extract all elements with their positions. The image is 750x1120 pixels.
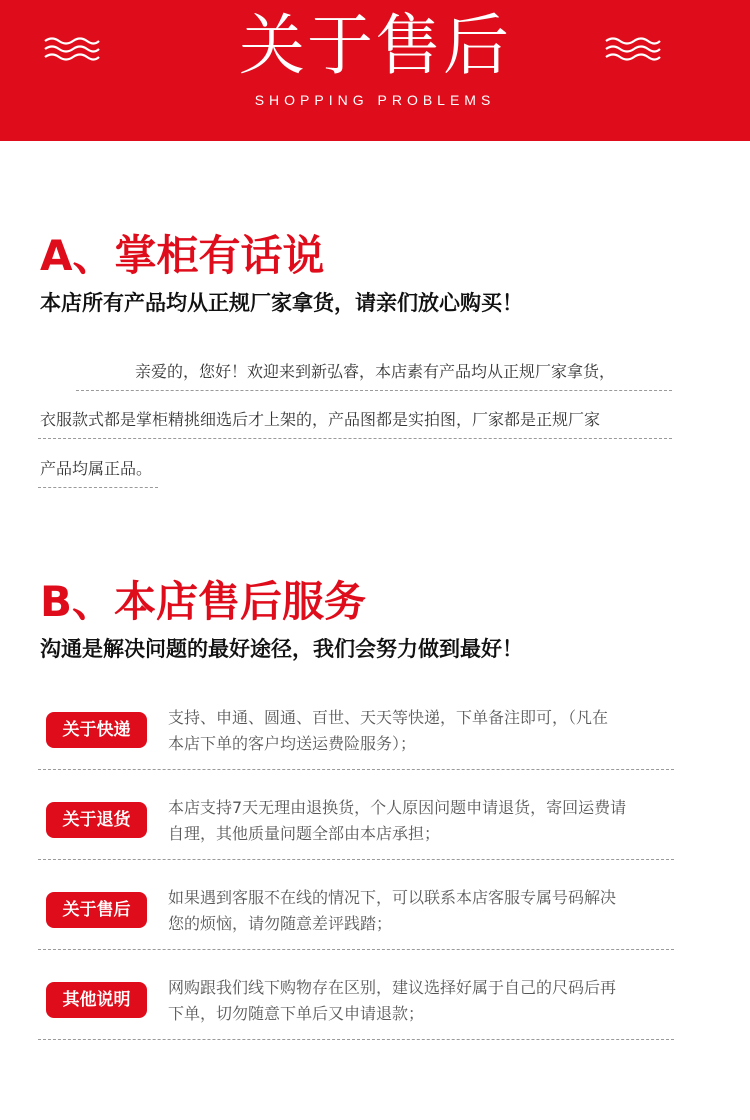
section-b-title: B、本店售后服务 xyxy=(40,577,367,626)
service-text-line: 下单，切勿随意下单后又申请退款； xyxy=(168,1004,425,1023)
wave-icon xyxy=(604,36,662,62)
dashed-divider xyxy=(38,1039,674,1040)
section-b-subtitle: 沟通是解决问题的最好途径，我们会努力做到最好！ xyxy=(40,637,523,661)
service-text-line: 自理，其他质量问题全部由本店承担； xyxy=(168,824,441,843)
section-a-line-3: 产品均属正品。 xyxy=(40,459,153,478)
badge-after-sales: 关于售后 xyxy=(46,892,147,928)
page-title: 关于售后 xyxy=(239,7,511,84)
service-text-line: 本店支持7天无理由退换货，个人原因问题申请退货，寄回运费请 xyxy=(168,798,627,817)
service-text-express xyxy=(168,705,668,757)
page-subtitle: SHOPPING PROBLEMS xyxy=(254,92,496,108)
dashed-divider xyxy=(38,438,672,439)
dashed-divider xyxy=(38,949,674,950)
badge-other-notes: 其他说明 xyxy=(46,982,147,1018)
service-text-other-notes xyxy=(168,975,668,1027)
dashed-divider xyxy=(76,390,672,391)
service-text-line: 本店下单的客户均送运费险服务）； xyxy=(168,734,417,753)
header-banner xyxy=(0,0,750,141)
section-a-subtitle: 本店所有产品均从正规厂家拿货，请亲们放心购买！ xyxy=(40,291,523,315)
section-a-line-2: 衣服款式都是掌柜精挑细选后才上架的，产品图都是实拍图，厂家都是正规厂家 xyxy=(40,410,601,429)
section-a-line-1: 亲爱的，您好！欢迎来到新弘睿，本店素有产品均从正规厂家拿货， xyxy=(135,362,616,381)
dashed-divider xyxy=(38,859,674,860)
service-text-line: 您的烦恼，请勿随意差评践踏； xyxy=(168,914,393,933)
service-text-returns xyxy=(168,795,668,847)
badge-returns: 关于退货 xyxy=(46,802,147,838)
service-text-line: 如果遇到客服不在线的情况下，可以联系本店客服专属号码解决 xyxy=(168,888,617,907)
dashed-divider xyxy=(38,487,158,488)
section-a-title: A、掌柜有话说 xyxy=(40,231,325,280)
service-text-after-sales xyxy=(168,885,668,937)
service-text-line: 支持、申通、圆通、百世、天天等快递，下单备注即可，（凡在 xyxy=(168,708,609,727)
badge-express: 关于快递 xyxy=(46,712,147,748)
dashed-divider xyxy=(38,769,674,770)
service-text-line: 网购跟我们线下购物存在区别，建议选择好属于自己的尺码后再 xyxy=(168,978,617,997)
